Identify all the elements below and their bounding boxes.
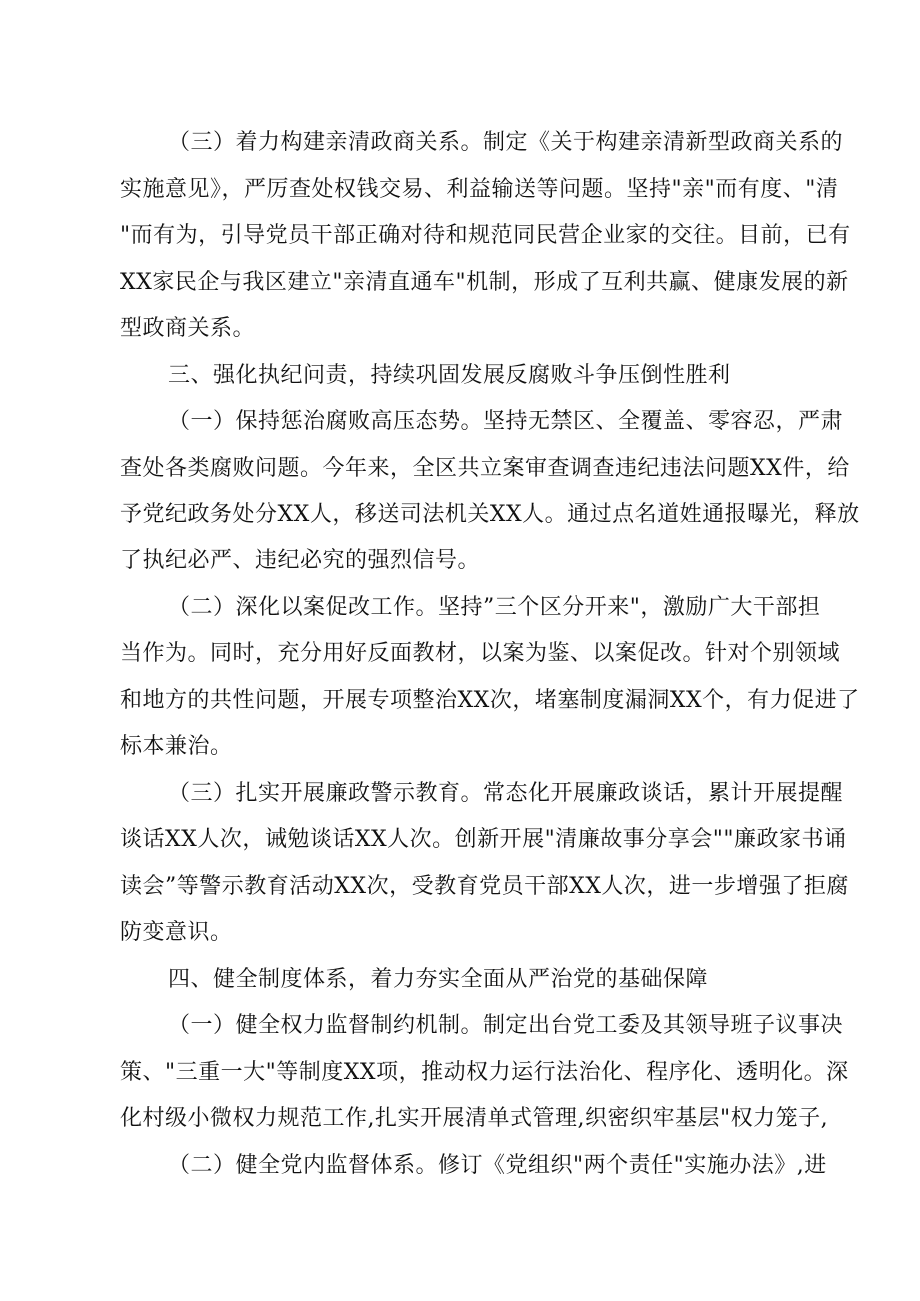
text-line: 当作为。同时，充分用好反面教材，以案为鉴、以案促改。针对个别领域 [120, 641, 841, 666]
text-line: 防变意识。 [120, 920, 233, 945]
text-line: 标本兼治。 [120, 734, 233, 759]
section-heading: 四、健全制度体系，着力夯实全面从严治党的基础保障 [168, 967, 709, 992]
text-line: XX家民企与我区建立"亲清直通车"机制，形成了互利共赢、健康发展的新 [120, 270, 849, 295]
section-heading: 三、强化执纪问责，持续巩固发展反腐败斗争压倒性胜利 [168, 363, 731, 388]
text-line: 予党纪政务处分XX人，移送司法机关XX人。通过点名道姓通报曝光，释放 [120, 502, 860, 527]
text-line: 实施意见》，严厉查处权钱交易、利益输送等问题。坚持"亲"而有度、"清 [120, 177, 839, 202]
text-line: 化村级小微权力规范工作,扎实开展清单式管理,织密织牢基层"权力笼子, [120, 1106, 829, 1131]
text-line: （二）健全党内监督体系。修订《党组织"两个责任"实施办法》,进 [168, 1153, 827, 1178]
text-line: 和地方的共性问题，开展专项整治XX次，堵塞制度漏洞XX个，有力促进了 [120, 688, 860, 713]
text-line: （二）深化以案促改工作。坚持”三个区分开来"，激励广大干部担 [168, 595, 821, 620]
text-line: 型政商关系。 [120, 316, 256, 341]
text-line: （一）健全权力监督制约机制。制定出台党工委及其领导班子议事决 [168, 1013, 844, 1038]
text-line: （三）扎实开展廉政警示教育。常态化开展廉政谈话，累计开展提醒 [168, 781, 844, 806]
text-line: （一）保持惩治腐败高压态势。坚持无禁区、全覆盖、零容忍，严肃 [168, 409, 844, 434]
text-line: （三）着力构建亲清政商关系。制定《关于构建亲清新型政商关系的 [168, 130, 844, 155]
text-line: 了执纪必严、违纪必究的强烈信号。 [120, 548, 481, 573]
text-line: 读会”等警示教育活动XX次，受教育党员干部XX人次，进一步增强了拒腐 [120, 874, 849, 899]
text-line: 策、"三重一大"等制度XX项，推动权力运行法治化、程序化、透明化。深 [120, 1060, 849, 1085]
text-line: 查处各类腐败问题。今年来，全区共立案审查调查违纪违法问题XX件，给 [120, 456, 850, 481]
text-line: "而有为，引导党员干部正确对待和规范同民营企业家的交往。目前，已有 [120, 223, 851, 248]
text-line: 谈话XX人次，诫勉谈话XX人次。创新开展"清廉故事分享会""廉政家书诵 [120, 827, 847, 852]
